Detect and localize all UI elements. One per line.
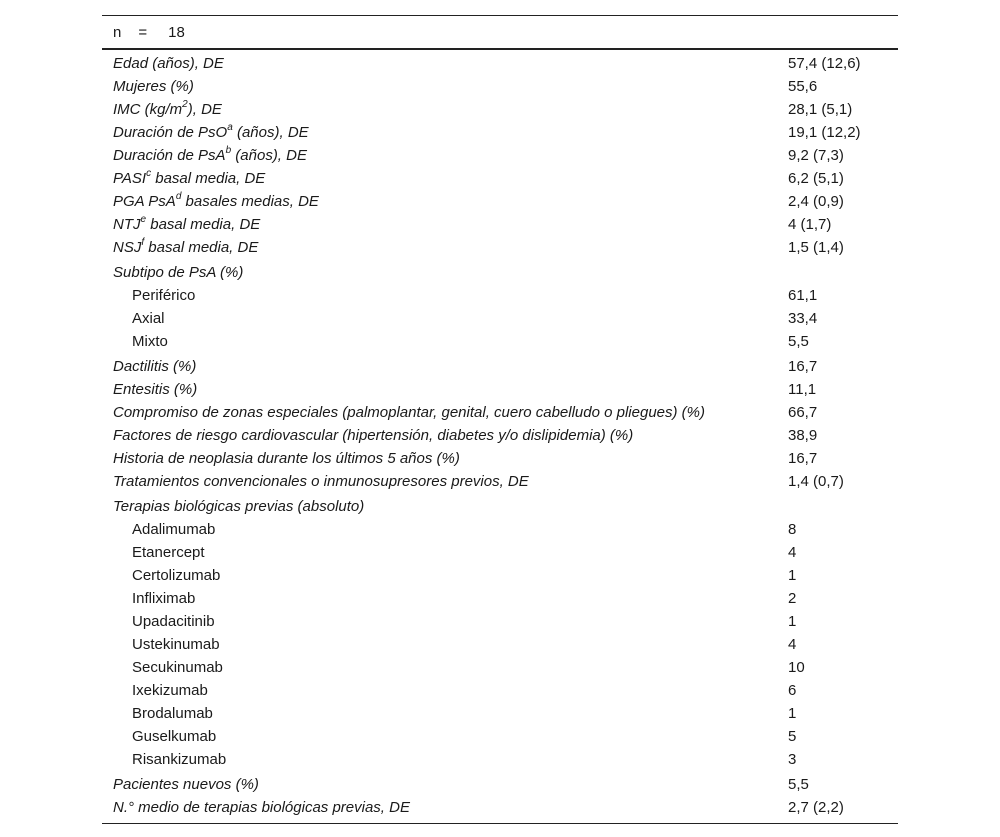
table-row — [102, 330, 898, 353]
row-label: Pacientes nuevos (%) — [113, 776, 259, 793]
row-value: 2,7 (2,2) — [788, 799, 844, 816]
table-row — [102, 633, 898, 656]
table-row — [102, 773, 898, 796]
row-label: Upadacitinib — [132, 613, 215, 630]
row-label: Compromiso de zonas especiales (palmoplantar, genital, cuero cabelludo o pliegues) (%) — [113, 404, 705, 421]
row-value: 1,5 (1,4) — [788, 239, 844, 256]
section-title-biologicas — [102, 495, 898, 518]
row-value: 11,1 — [788, 381, 817, 398]
row-label: IMC $(kg/m^2)$, DE — [113, 99, 222, 118]
row-value: 4 — [788, 636, 797, 653]
row-value: 16,7 — [788, 358, 818, 375]
row-value: 6,2 (5,1) — [788, 170, 844, 187]
row-label: Guselkumab — [132, 728, 217, 745]
table-row — [102, 307, 898, 330]
table-row — [102, 75, 898, 98]
row-value: 8 — [788, 521, 797, 538]
row-label: Ixekizumab — [132, 682, 208, 699]
table-row — [102, 470, 898, 493]
table-row — [102, 564, 898, 587]
row-value: 33,4 — [788, 310, 818, 327]
table-row — [102, 725, 898, 748]
table-row — [102, 355, 898, 378]
characteristics-table — [102, 15, 898, 824]
row-value: 19,1 (12,2) — [788, 124, 861, 141]
row-label: PGA PsA$^d$ basales medias, DE — [113, 191, 319, 210]
table-row — [102, 98, 898, 121]
row-label: Entesitis (%) — [113, 381, 198, 398]
table-row — [102, 401, 898, 424]
row-label: Risankizumab — [132, 751, 227, 768]
section-title-subtipo — [102, 261, 898, 284]
table-row — [102, 236, 898, 259]
table-row — [102, 424, 898, 447]
table-row — [102, 702, 898, 725]
table-row — [102, 167, 898, 190]
table-bottom-rule — [102, 823, 898, 824]
row-value: 2,4 (0,9) — [788, 193, 844, 210]
table-row — [102, 284, 898, 307]
row-label: NTJ$^e$ basal media, DE — [113, 214, 261, 233]
row-value: 61,1 — [788, 287, 818, 304]
row-label: Etanercept — [132, 544, 205, 561]
table-row — [102, 213, 898, 236]
table-row — [102, 656, 898, 679]
section-label: Subtipo de PsA (%) — [113, 264, 244, 281]
row-value: 1 — [788, 613, 797, 630]
header-equals: = — [138, 23, 148, 41]
row-label: Infliximab — [132, 590, 196, 607]
header-n-value: 18 — [168, 23, 185, 41]
row-value: 1 — [788, 567, 797, 584]
section-label: Terapias biológicas previas (absoluto) — [113, 498, 365, 515]
table-row — [102, 378, 898, 401]
row-value: 5,5 — [788, 776, 809, 793]
row-label: Dactilitis (%) — [113, 358, 197, 375]
row-label: Historia de neoplasia durante los últimos 5 años (%) — [113, 450, 460, 467]
row-label: Axial — [132, 310, 165, 327]
row-label: Secukinumab — [132, 659, 223, 676]
table-row — [102, 144, 898, 167]
row-label: Tratamientos convencionales o inmunosupresores previos, DE — [113, 473, 529, 490]
row-value: 3 — [788, 751, 797, 768]
row-value: 2 — [788, 590, 797, 607]
row-label: NSJ$^f$ basal media, DE — [113, 237, 259, 256]
row-label: Certolizumab — [132, 567, 221, 584]
table-row — [102, 190, 898, 213]
table-row — [102, 796, 898, 819]
row-value: 4 (1,7) — [788, 216, 832, 233]
row-value: 9,2 (7,3) — [788, 147, 844, 164]
table-row — [102, 610, 898, 633]
row-label: Duración de PsA$^b$ (años), DE — [113, 145, 307, 164]
row-value: 57,4 (12,6) — [788, 55, 861, 72]
table-row — [102, 748, 898, 771]
table-row — [102, 679, 898, 702]
table-row — [102, 121, 898, 144]
row-value: 16,7 — [788, 450, 818, 467]
table-row — [102, 447, 898, 470]
row-value: 1,4 (0,7) — [788, 473, 844, 490]
row-value: 4 — [788, 544, 797, 561]
row-label: Mujeres (%) — [113, 78, 194, 95]
row-value: 55,6 — [788, 78, 818, 95]
row-value: 1 — [788, 705, 797, 722]
row-value: 28,1 (5,1) — [788, 101, 853, 118]
row-value: 5,5 — [788, 333, 809, 350]
table-row — [102, 518, 898, 541]
row-label: Adalimumab — [132, 521, 216, 538]
row-label: Duración de PsO$^a$ (años), DE — [113, 122, 309, 141]
row-value: 5 — [788, 728, 797, 745]
row-value: 10 — [788, 659, 805, 676]
row-label: Factores de riesgo cardiovascular (hipertensión, diabetes y/o dislipidemia) (%) — [113, 427, 634, 444]
row-label: PASI$^c$ basal media, DE — [113, 168, 266, 187]
row-label: Ustekinumab — [132, 636, 220, 653]
row-value: 66,7 — [788, 404, 818, 421]
row-label: Mixto — [132, 333, 168, 350]
table-row — [102, 587, 898, 610]
row-label: Edad (años), DE — [113, 55, 224, 72]
table-header — [102, 16, 898, 50]
row-value: 38,9 — [788, 427, 818, 444]
row-value: 6 — [788, 682, 797, 699]
table-row — [102, 52, 898, 75]
table-row — [102, 541, 898, 564]
row-label: Periférico — [132, 287, 196, 304]
row-label: N.° medio de terapias biológicas previas, DE — [113, 799, 410, 816]
row-label: Brodalumab — [132, 705, 213, 722]
header-n-label: n — [113, 23, 122, 41]
